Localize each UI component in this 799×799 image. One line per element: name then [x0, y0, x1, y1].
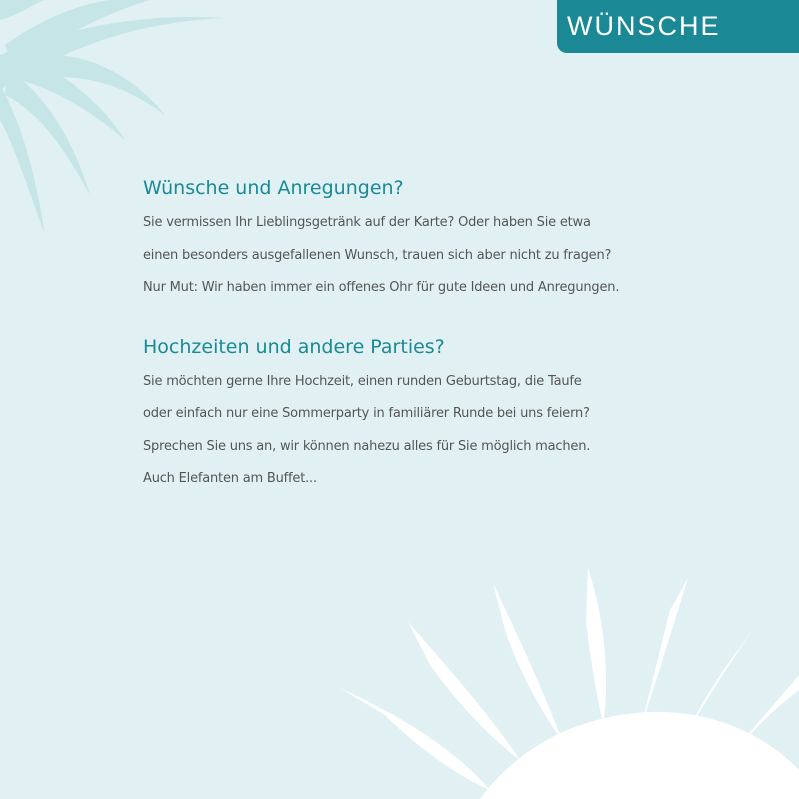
sun-bottom-right-icon	[340, 568, 799, 799]
section-body	[143, 366, 683, 496]
section-tab-label: WÜNSCHE	[567, 11, 721, 41]
section-weddings	[143, 333, 683, 496]
body-line: einen besonders ausgefallenen Wunsch, trauen sich aber nicht zu fragen?	[143, 247, 612, 263]
body-line: Nur Mut: Wir haben immer ein offenes Ohr für gute Ideen und Anregungen.	[143, 280, 620, 295]
main-content	[143, 174, 683, 496]
section-tab	[557, 0, 799, 53]
section-heading: Hochzeiten und andere Parties?	[143, 335, 445, 358]
body-line: Sie vermissen Ihr Lieblingsgetränk auf der Karte? Oder haben Sie etwa	[143, 215, 591, 230]
section-wishes	[143, 174, 683, 305]
body-line: Auch Elefanten am Buffet...	[143, 471, 317, 486]
section-heading: Wünsche und Anregungen?	[143, 177, 404, 199]
section-body	[143, 207, 683, 305]
body-line: oder einfach nur eine Sommerparty in familiärer Runde bei uns feiern?	[143, 406, 590, 421]
body-line: Sie möchten gerne Ihre Hochzeit, einen runden Geburtstag, die Taufe	[143, 373, 582, 389]
body-line: Sprechen Sie uns an, wir können nahezu alles für Sie möglich machen.	[143, 438, 591, 454]
